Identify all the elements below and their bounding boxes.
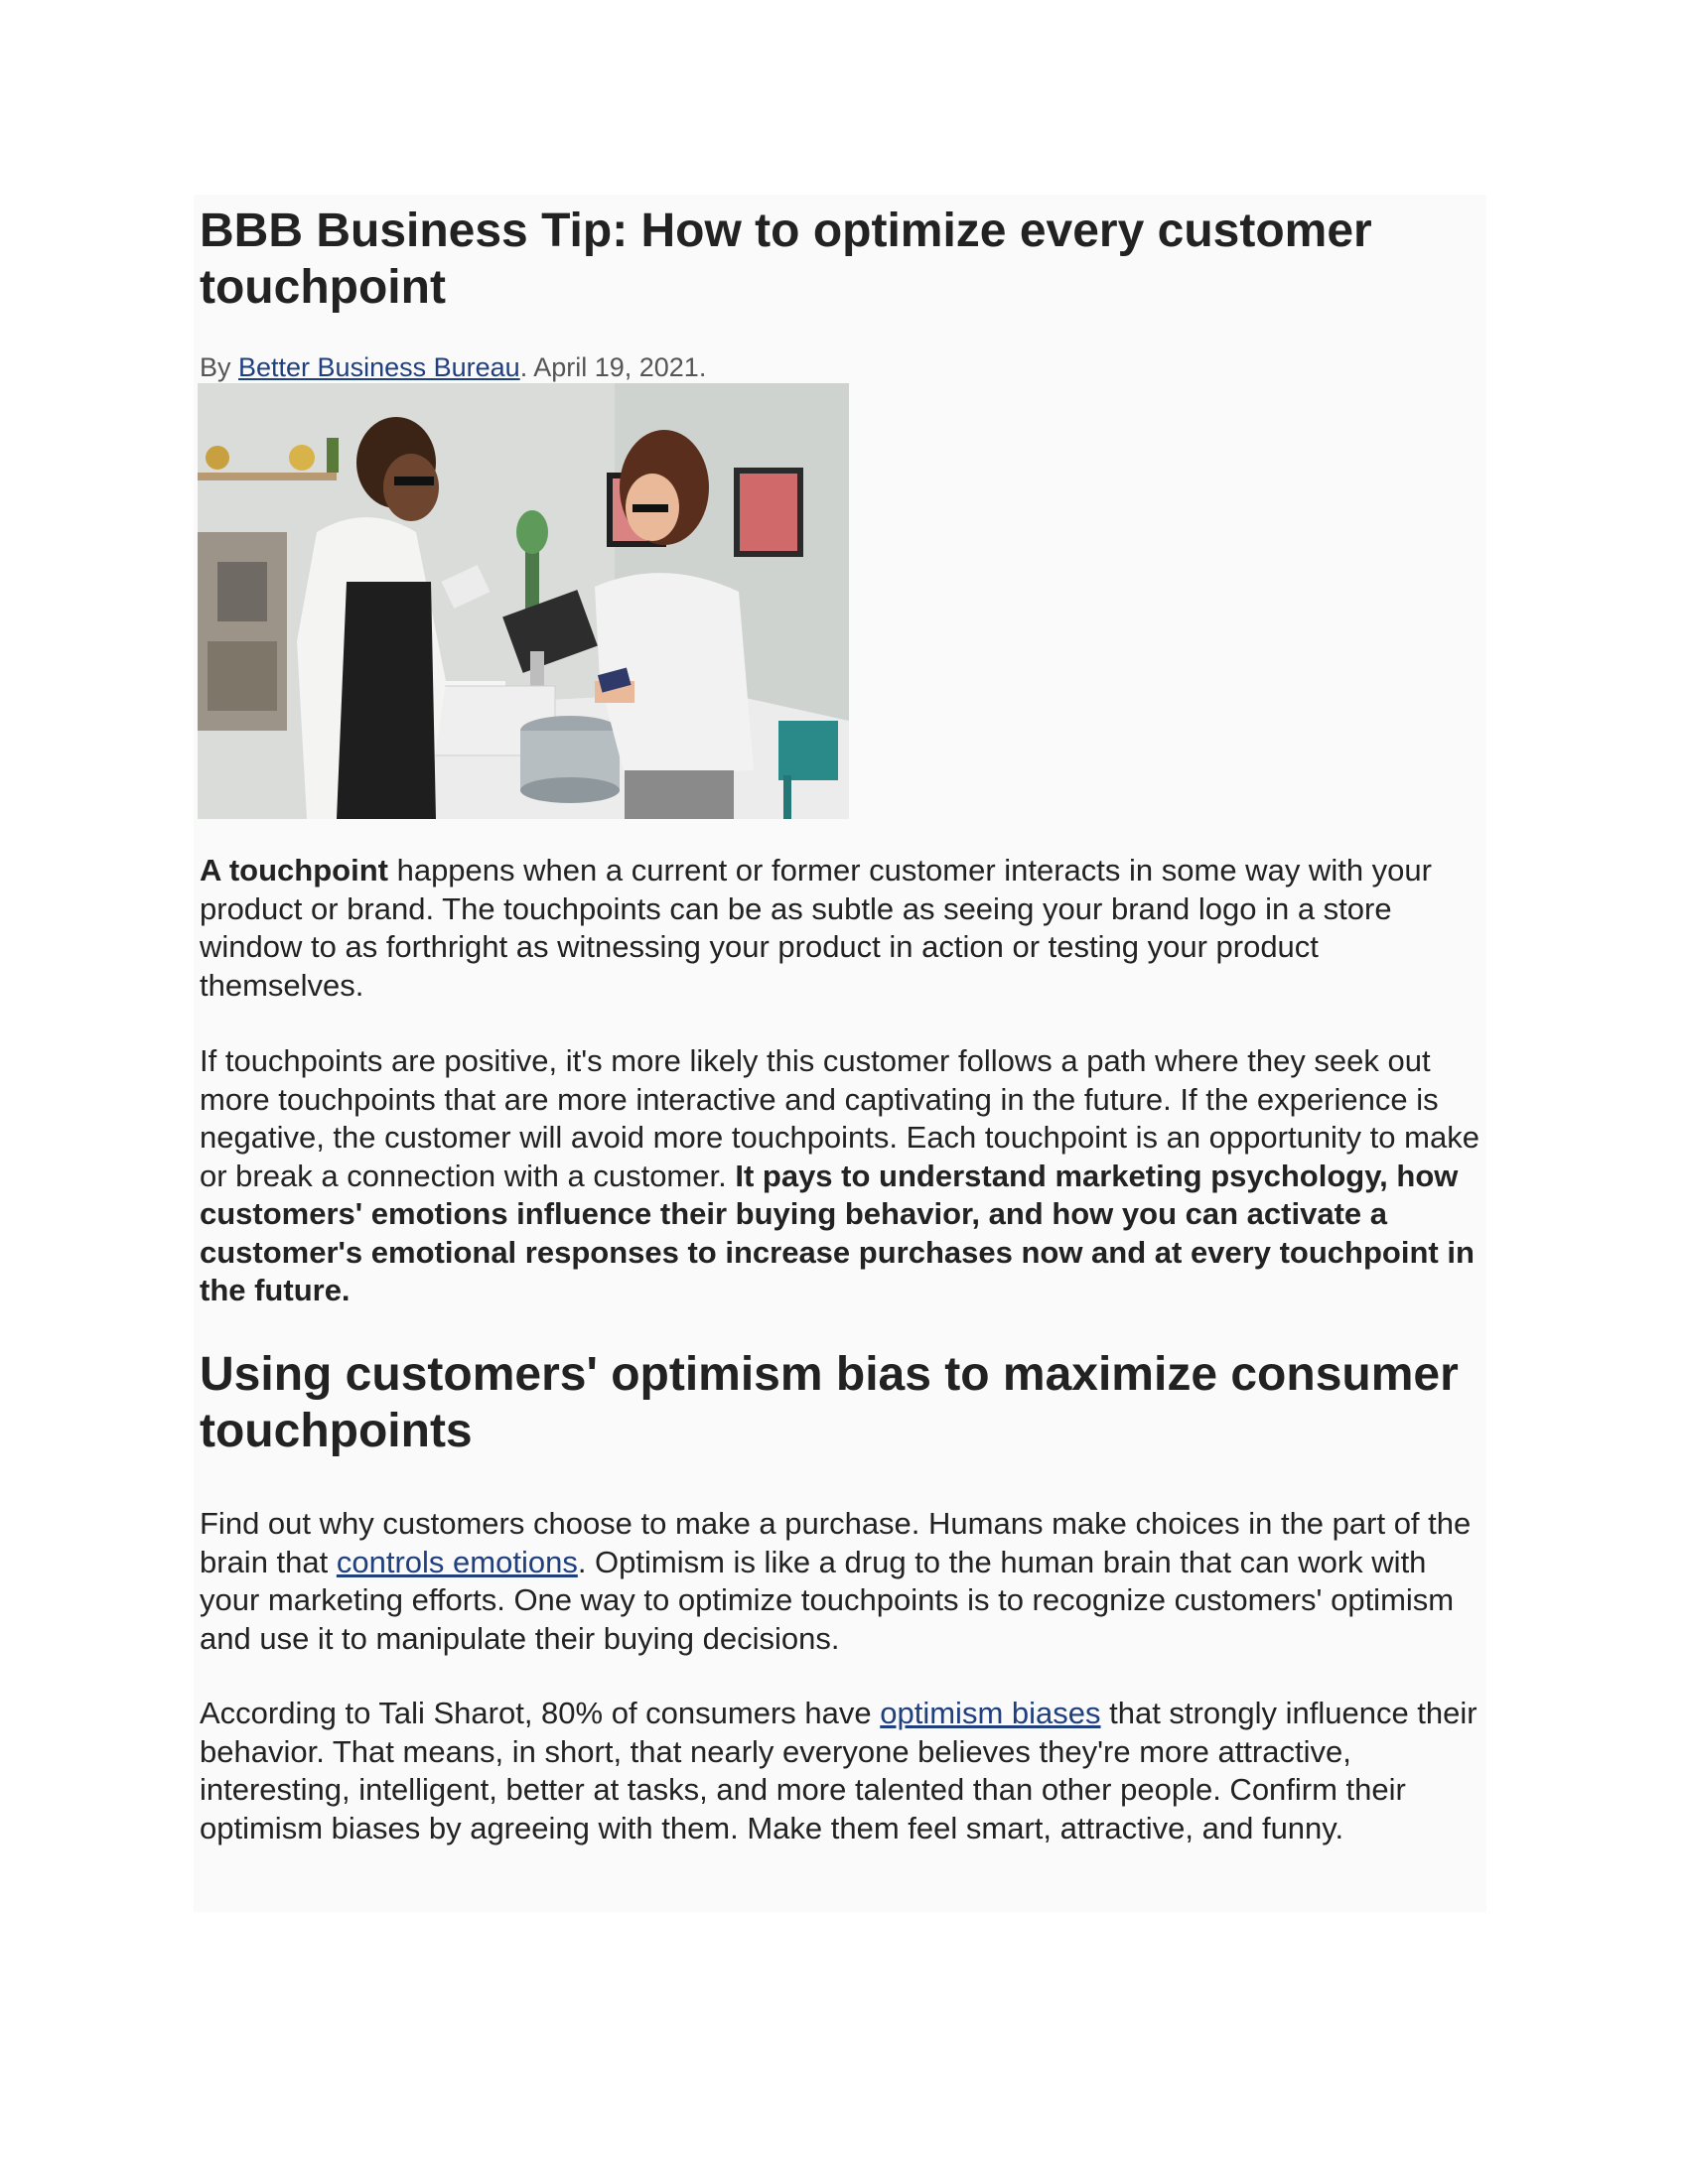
paragraph-text: Find out why customers choose to make a purchase. Humans make choices in the part of the brain that [200,1506,1472,1579]
section-heading: Using customers' optimism bias to maximize consumer touchpoints [200,1348,1459,1457]
paragraph-text: . Optimism is like a drug to the human brain that can work with your marketing efforts. One way to optimize touchpoints is to recognize customers' optimism and use it to manipulate their buying decisions. [200,1544,1455,1656]
publish-date: . April 19, 2021. [519,352,707,382]
paragraph-text: that strongly influence their behavior. That means, in short, that nearly everyone believes they're more attractive, interesting, intelligent, better at tasks, and more talented than other people. Confirm their optimism biases by agreeing with them. Make them feel smart, attractive, and funny. [200,1696,1477,1845]
intro-paragraph [200,852,1490,1005]
controls-emotions-link[interactable]: controls emotions [336,1544,578,1579]
optimism-paragraph [200,1505,1490,1658]
byline [200,351,706,383]
paragraph-text: If touchpoints are positive, it's more likely this customer follows a path where they seek out more touchpoints that are more interactive and captivating in the future. If the experience is negative, the customer will avoid more touchpoints. Each touchpoint is an opportunity to make or break a connection with a customer. [200,1043,1479,1193]
emphasis-text: It pays to understand marketing psychology, how customers' emotions influence their buying behavior, and how you can activate a customer's emotional responses to increase purchases now and at every touchpoint in the future. [200,1158,1475,1307]
article-title: BBB Business Tip: How to optimize every customer touchpoint [200,205,1372,314]
paragraph-text: According to Tali Sharot, 80% of consumers have [200,1696,881,1730]
optimism-biases-link[interactable]: optimism biases [880,1696,1101,1730]
article-photo [198,383,849,819]
optimism-bias-paragraph [200,1695,1490,1847]
byline-prefix: By [200,352,239,382]
intro-text: happens when a current or former customer interacts in some way with your product or brand. The touchpoints can be as subtle as seeing your brand logo in a store window to as forthright as witnessing your product in action or testing your product themselves. [200,853,1432,1003]
author-link[interactable]: Better Business Bureau [238,352,520,382]
article-page [194,195,1486,1912]
positive-touchpoints-paragraph [200,1042,1490,1310]
touchpoint-term: A touchpoint [200,853,388,887]
